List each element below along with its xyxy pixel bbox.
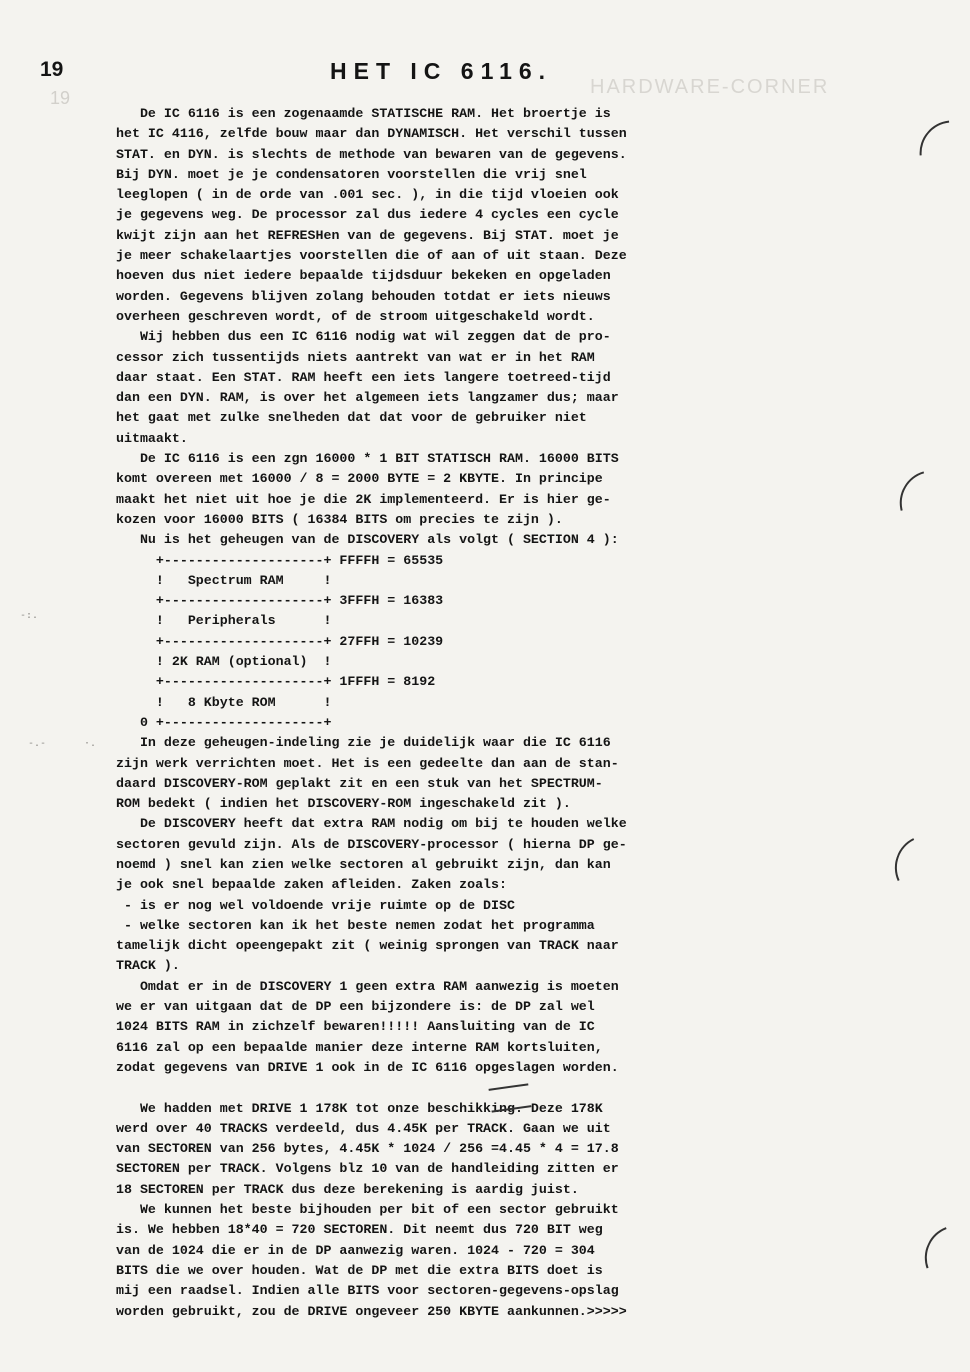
page-title: HET IC 6116. xyxy=(330,58,553,84)
page-number: 19 xyxy=(40,58,64,81)
binder-hole-mark xyxy=(886,826,966,907)
margin-smudge: -:. xyxy=(20,610,39,621)
binder-hole-mark xyxy=(888,459,970,545)
ghost-page-number: 19 xyxy=(50,88,71,108)
article-body: De IC 6116 is een zogenaamde STATISCHE RAM. Het broertje is het IC 4116, zelfde bouw maar dan DYNAMISCH. Het verschil tussen STAT. en DYN. is slechts de methode van bewaren van de gegevens. Bij DYN. moet je je condensatoren voorstellen die vrij snel leeglopen ( in de orde van .001 sec. ), in die tijd vloeien ook je gegevens weg. De processor zal dus iedere 4 cycles een cycle kwijt zijn aan het REFRESHen van de gegevens. Bij STAT. moet je je meer schakelaartjes voorstellen die of aan of uit staan. Deze hoeven dus niet iedere bepaalde tijdsduur bekeken en opgeladen worden. Gegevens blijven zolang behouden totdat er iets nieuws overheen geschreven wordt, of de stroom uitgeschakeld wordt. Wij hebben dus een IC 6116 nodig wat wil zeggen dat de pro- cessor zich tussentijds niets aantrekt van wat er in het RAM daar staat. Een STAT. RAM heeft een iets langere toetreed-tijd dan een DYN. RAM, is over het algemeen iets langzamer dus; maar het gaat met zulke snelheden dat dat voor de gebruiker niet uitmaakt. De IC 6116 is een zgn 16000 * 1 BIT STATISCH RAM. 16000 BITS komt overeen met 16000 / 8 = 2000 BYTE = 2 KBYTE. In principe maakt het niet uit hoe je die 2K implementeerd. Er is hier ge- kozen voor 16000 BITS ( 16384 BITS om precies te zijn ). Nu is het geheugen van de DISCOVERY als volgt ( SECTION 4 ): +--------------------+ FFFFH = 65535 ! Spectrum RAM ! +--------------------+ 3FFFH = 16383 ! Peripherals ! +--------------------+ 27FFH = 10239 ! 2K RAM (optional) ! +--------------------+ 1FFFH = 8192 ! 8 Kbyte ROM ! 0 +--------------------+ In deze geheugen-indeling zie je duidelijk waar die IC 6116 zijn werk verrichten moet. Het is een gedeelte dan aan de stan- daard DISCOVERY-ROM geplakt zit en een stuk van het SPECTRUM- ROM bedekt ( indien het DISCOVERY-ROM ingeschakeld zit ). De DISCOVERY heeft dat extra RAM nodig om bij te houden welke sectoren gevuld zijn. Als de DISCOVERY-processor ( hierna DP ge- noemd ) snel kan zien welke sectoren al gebruikt zijn, dan kan je ook snel bepaalde zaken afleiden. Zaken zoals: - is er nog wel voldoende vrije ruimte op de DISC - welke sectoren kan ik het beste nemen zodat het programma tamelijk dicht opeengepakt zit ( weinig sprongen van TRACK naar TRACK ). Omdat er in de DISCOVERY 1 geen extra RAM aanwezig is moeten we er van uitgaan dat de DP een bijzondere is: de DP zal wel 1024 BITS RAM in zichzelf bewaren!!!!! Aansluiting van de IC 6116 zal op een bepaalde manier deze interne RAM kortsluiten, zodat gegevens van DRIVE 1 ook in de IC 6116 opgeslagen worden. We hadden met DRIVE 1 178K tot onze beschikking. Deze 178K werd over 40 TRACKS verdeeld, dus 4.45K per TRACK. Gaan we uit van SECTOREN van 256 bytes, 4.45K * 1024 / 256 =4.45 * 4 = 17.8 SECTOREN per TRACK. Volgens blz 10 van de handleiding zitten er 18 SECTOREN per TRACK dus deze berekening is aardig juist. We kunnen het beste bijhouden per bit of een sector gebruikt is. We hebben 18*40 = 720 SECTOREN. Dit neemt dus 720 BIT weg van de 1024 die er in de DP aanwezig waren. 1024 - 720 = 304 BITS die we over houden. Wat de DP met die extra BITS doet is mij een raadsel. Indien alle BITS voor sectoren-gegevens-opslag worden gebruikt, zou de DRIVE ongeveer 250 KBYTE aankunnen.>>>>> xyxy=(116,106,627,1319)
binder-hole-mark xyxy=(907,108,970,197)
margin-smudge: ·. xyxy=(84,738,97,749)
ghost-section-title: HARDWARE-CORNER xyxy=(590,76,830,98)
binder-hole-mark xyxy=(914,1215,970,1299)
margin-smudge: -.- xyxy=(28,738,47,749)
